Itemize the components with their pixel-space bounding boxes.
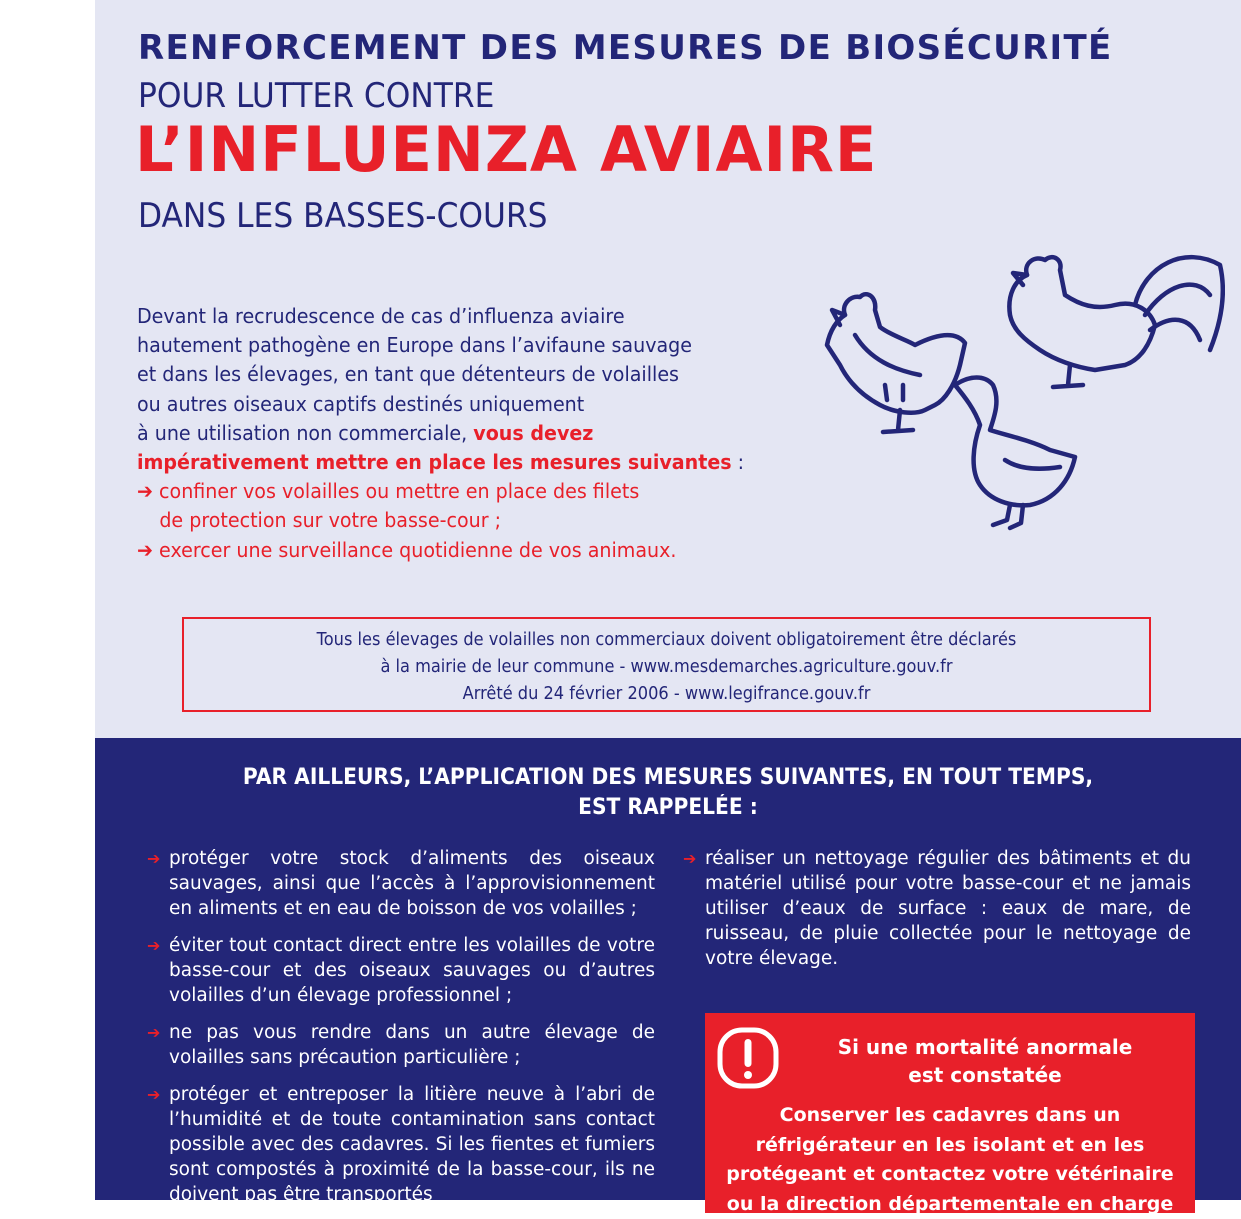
alert-body-line: Conserver les cadavres dans un [705, 1101, 1195, 1131]
alert-body-line: protégeant et contactez votre vétérinaire [705, 1160, 1195, 1190]
intro-line [137, 419, 751, 448]
reminder-item [681, 846, 1191, 971]
intro-text: à une utilisation non commerciale, [137, 421, 473, 445]
goose-icon [955, 378, 1075, 529]
arrow-right-icon: ➔ [137, 479, 153, 503]
alert-title [775, 1033, 1195, 1089]
arrow-right-icon: ➔ [147, 1082, 160, 1107]
measure-item [137, 477, 751, 506]
alert-body-line: réfrigérateur en les isolant et en les [705, 1131, 1195, 1161]
reminder-item [145, 1020, 655, 1070]
intro-line: ou autres oiseaux captifs destinés uniquement [137, 390, 751, 419]
reminder-item [145, 1082, 655, 1207]
reminder-text: réaliser un nettoyage régulier des bâtiments et du matériel utilisé pour votre basse-cour et ne jamais utiliser d’eaux de surface : eaux de mare, de ruisseau, de pluie collectée pour le nettoyage de votre élevage. [705, 848, 1191, 969]
reminder-title-line: EST RAPPELÉE : [141, 793, 1195, 823]
arrow-right-icon: ➔ [683, 846, 696, 871]
mortality-alert-box [705, 1013, 1195, 1213]
reminder-list-right [681, 846, 1191, 983]
top-section [95, 0, 1241, 738]
reminder-text: éviter tout contact direct entre les volailles de votre basse-cour et des oiseaux sauvages ou d’autres volailles d’un élevage professionnel ; [169, 935, 655, 1006]
rooster-icon [1009, 257, 1222, 387]
measure-text: confiner vos volailles ou mettre en place des filets [159, 479, 639, 503]
reminder-text: protéger votre stock d’aliments des oiseaux sauvages, ainsi que l’accès à l’approvisionnement en aliments et en eau de boisson de vos volailles ; [169, 848, 655, 919]
reminder-list-left [145, 846, 655, 1219]
poultry-illustration [795, 235, 1225, 535]
exclamation-icon [716, 1026, 780, 1090]
alert-title-line: est constatée [775, 1061, 1195, 1089]
intro-line: hautement pathogène en Europe dans l’avifaune sauvage [137, 331, 751, 360]
reminder-item [145, 846, 655, 921]
reminder-item [145, 933, 655, 1008]
intro-emphasis: impérativement mettre en place les mesures suivantes [137, 450, 732, 474]
reminder-title [95, 763, 1241, 823]
notice-line: à la mairie de leur commune - www.mesdemarches.agriculture.gouv.fr [232, 653, 1101, 680]
measure-item-cont: de protection sur votre basse-cour ; [137, 506, 751, 535]
reminder-text: ne pas vous rendre dans un autre élevage de volailles sans précaution particulière ; [169, 1022, 655, 1068]
poster [95, 0, 1241, 1200]
title-line-biosecurity: RENFORCEMENT DES MESURES DE BIOSÉCURITÉ [138, 28, 1113, 68]
measure-item [137, 536, 751, 565]
intro-line: Devant la recrudescence de cas d’influenza aviaire [137, 302, 751, 331]
title-line-pour-lutter: POUR LUTTER CONTRE [138, 76, 494, 116]
measure-text: exercer une surveillance quotidienne de vos animaux. [159, 538, 676, 562]
arrow-right-icon: ➔ [137, 538, 153, 562]
intro-emphasis: vous devez [473, 421, 593, 445]
arrow-right-icon: ➔ [147, 1020, 160, 1045]
reminder-text: protéger et entreposer la litière neuve à l’abri de l’humidité et de toute contamination sans contact possible avec des cadavres. Si les fientes et fumiers sont compostés à proximité de la basse-cour, ils ne doivent pas être transportés [169, 1084, 655, 1205]
intro-line [137, 448, 751, 477]
notice-line: Arrêté du 24 février 2006 - www.legifrance.gouv.fr [232, 680, 1101, 707]
title-line-basses-cours: DANS LES BASSES-COURS [138, 196, 548, 236]
notice-line: Tous les élevages de volailles non commerciaux doivent obligatoirement être déclarés [232, 626, 1101, 653]
arrow-right-icon: ➔ [147, 846, 160, 871]
arrow-right-icon: ➔ [147, 933, 160, 958]
alert-body [705, 1101, 1195, 1219]
alert-title-line: Si une mortalité anormale [775, 1033, 1195, 1061]
hen-icon [827, 294, 965, 432]
reminder-title-line: PAR AILLEURS, L’APPLICATION DES MESURES SUIVANTES, EN TOUT TEMPS, [141, 763, 1195, 793]
title-line-influenza: L’INFLUENZA AVIAIRE [135, 113, 877, 186]
intro-line: et dans les élevages, en tant que détenteurs de volailles [137, 360, 751, 389]
intro-text: : [732, 450, 744, 474]
alert-body-line: ou la direction départementale en charge [705, 1190, 1195, 1219]
intro-paragraph [137, 302, 797, 565]
declaration-notice [182, 617, 1151, 712]
